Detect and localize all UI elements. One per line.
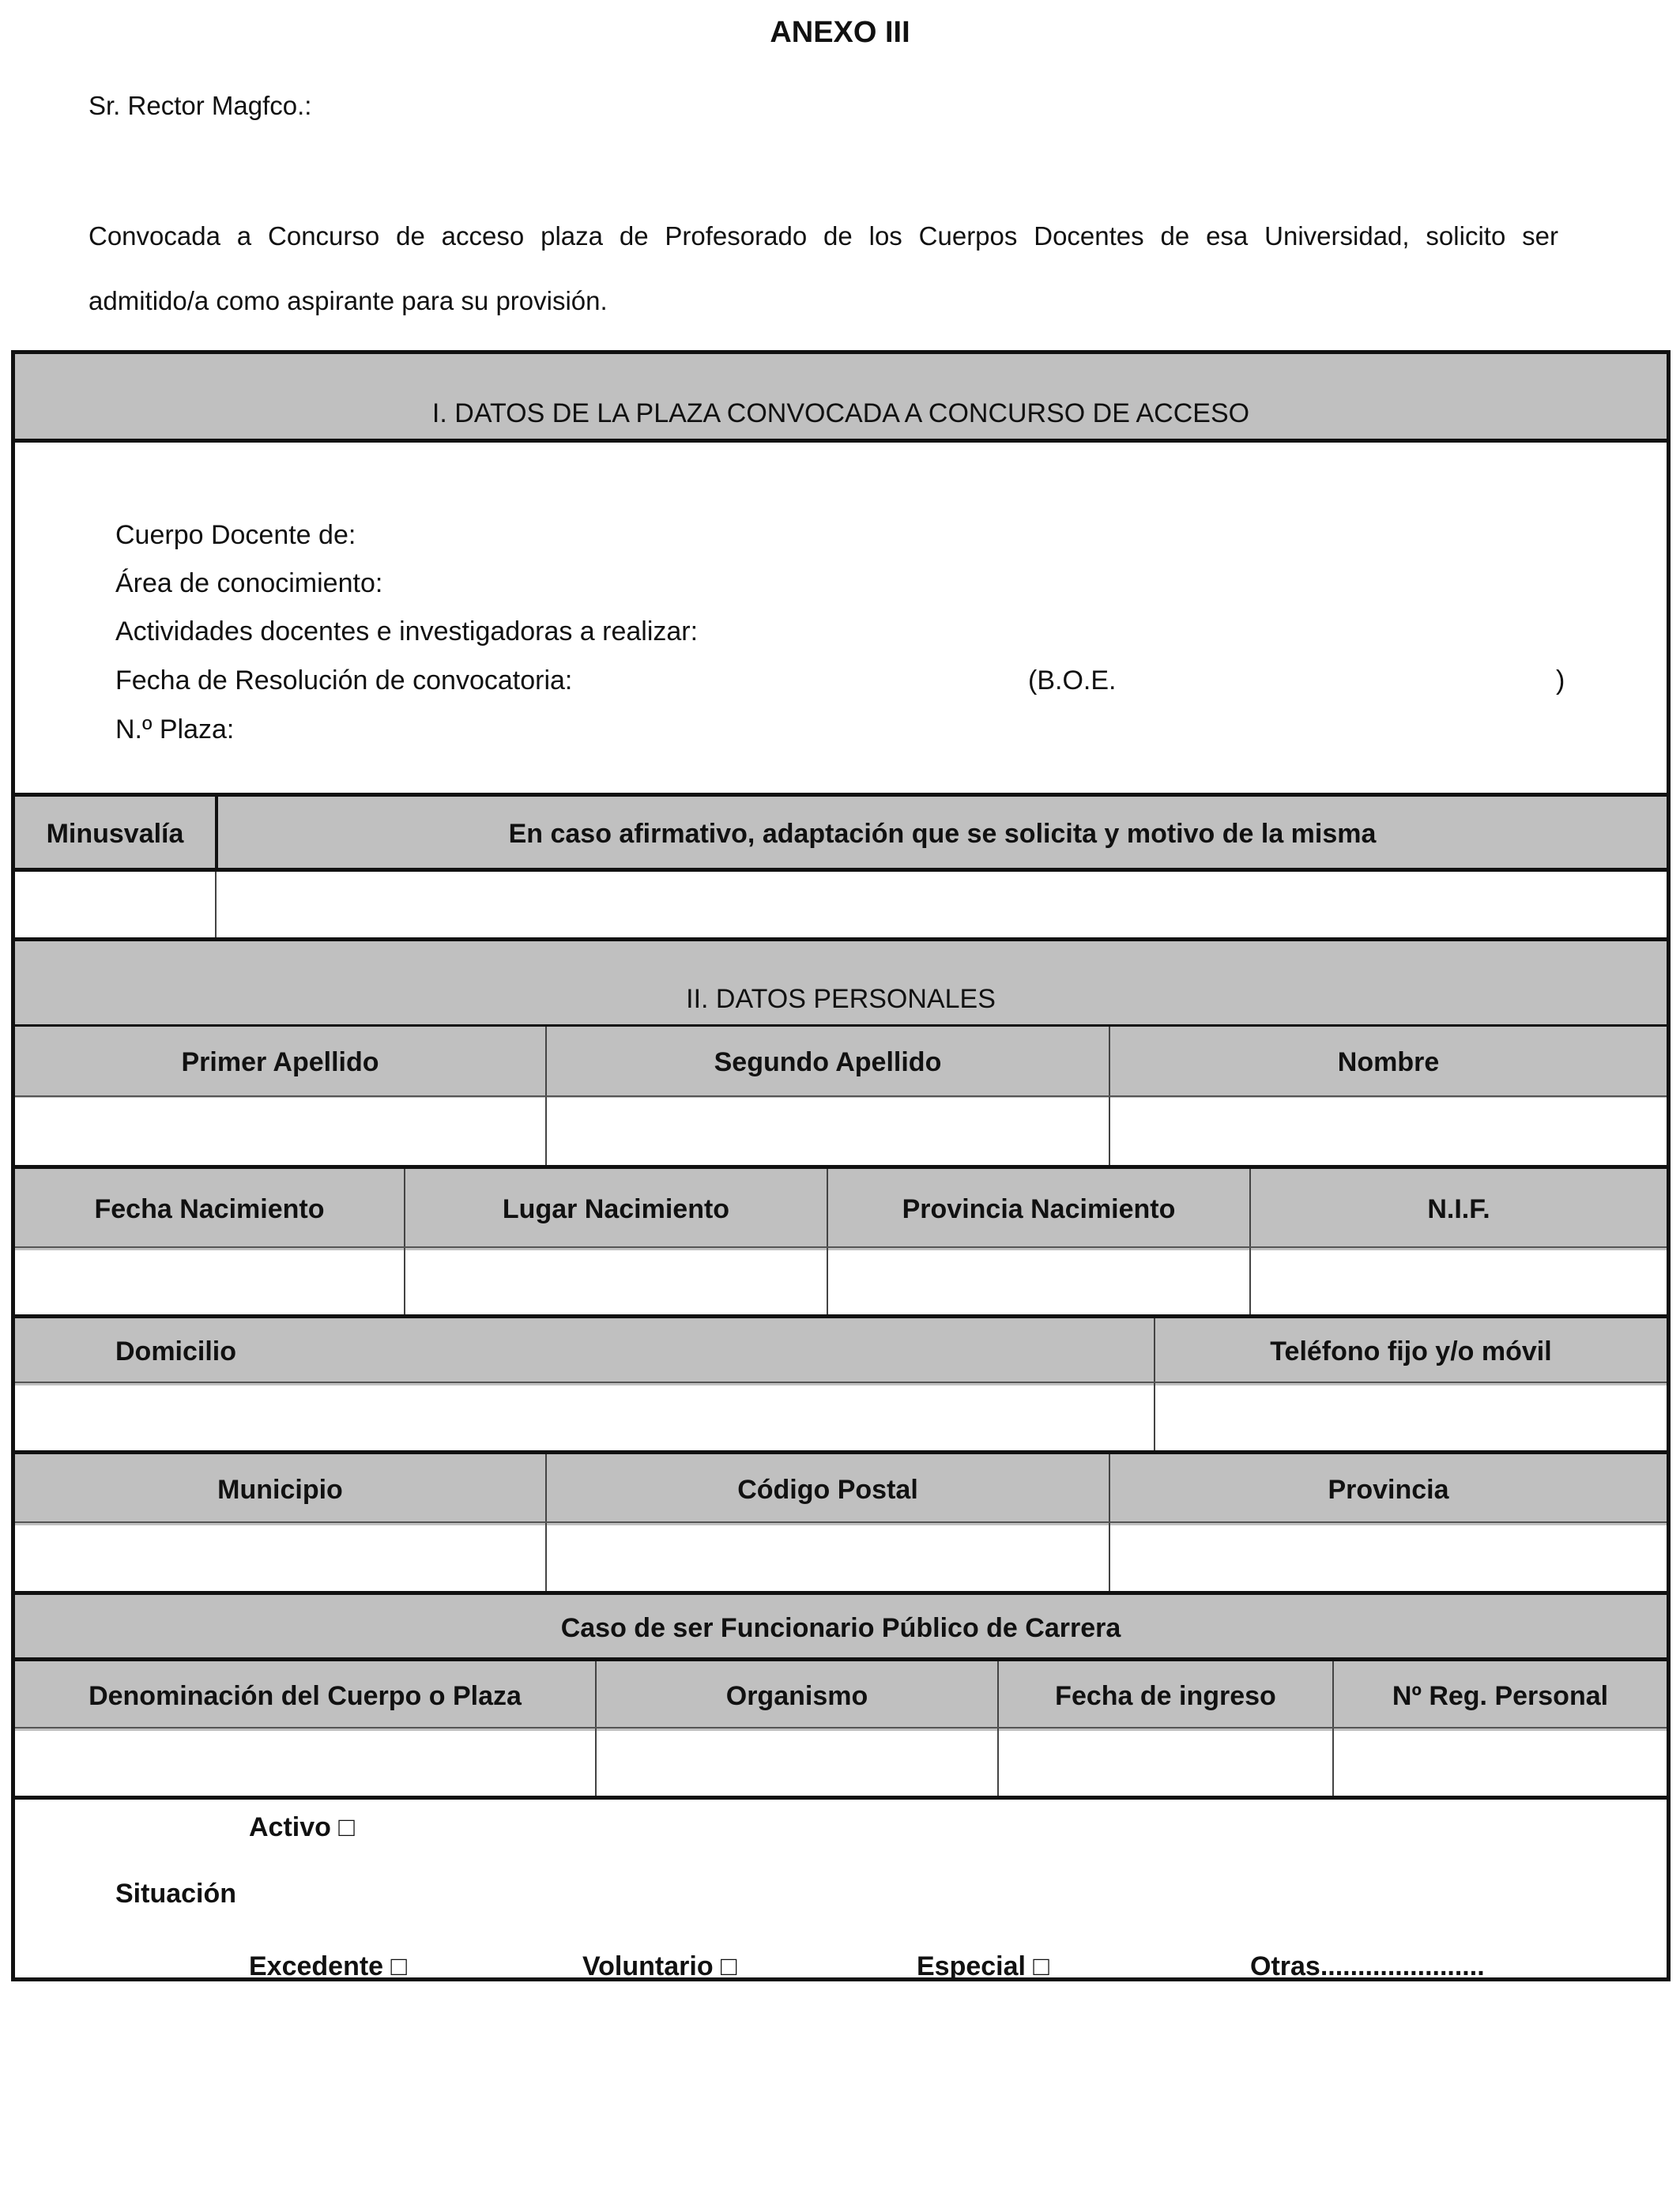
voluntario-checkbox[interactable]: Voluntario □ <box>582 1951 737 1981</box>
field-boe-close: ) <box>1556 665 1565 696</box>
funcionario-header <box>15 1591 1667 1661</box>
page-title: ANEXO III <box>770 16 910 49</box>
telefono-input[interactable] <box>1154 1383 1667 1452</box>
adaptacion-label: En caso afirmativo, adaptación que se solicita y motivo de la misma <box>215 797 1667 872</box>
nombre-label: Nombre <box>1109 1027 1667 1098</box>
primer-apellido-input[interactable] <box>15 1097 545 1167</box>
application-form <box>11 350 1671 1981</box>
personal-row-4-inputs <box>15 1521 1667 1593</box>
municipio-label: Municipio <box>217 1474 343 1505</box>
provincia-input[interactable] <box>1109 1523 1667 1593</box>
personal-row-3-inputs <box>15 1382 1667 1452</box>
field-boe: (B.O.E. <box>1028 665 1117 696</box>
denominacion-label: Denominación del Cuerpo o Plaza <box>89 1680 522 1711</box>
telefono-label: Teléfono fijo y/o móvil <box>1154 1318 1667 1385</box>
fecha-ingreso-input[interactable] <box>997 1728 1332 1797</box>
minusvalia-input[interactable] <box>15 872 215 941</box>
fecha-ingreso-label: Fecha de ingreso <box>997 1661 1332 1731</box>
minusvalia-header <box>15 793 1667 872</box>
section-1-title: I. DATOS DE LA PLAZA CONVOCADA A CONCURSO DE ACCESO <box>431 398 1250 428</box>
domicilio-input[interactable] <box>15 1383 1154 1452</box>
field-numero-plaza: N.º Plaza: <box>115 714 235 745</box>
nombre-input[interactable] <box>1109 1097 1667 1167</box>
organismo-label: Organismo <box>595 1661 997 1731</box>
codigo-postal-label: Código Postal <box>545 1454 1109 1525</box>
registro-personal-label: Nº Reg. Personal <box>1332 1661 1667 1731</box>
personal-row-4-header <box>15 1450 1667 1525</box>
adaptacion-input[interactable] <box>215 872 1667 941</box>
activo-checkbox[interactable]: Activo □ <box>249 1812 355 1842</box>
field-area-conocimiento: Área de conocimiento: <box>115 568 383 598</box>
fecha-nacimiento-input[interactable] <box>15 1248 404 1316</box>
excedente-checkbox[interactable]: Excedente □ <box>249 1951 408 1981</box>
nif-label: N.I.F. <box>1249 1169 1667 1250</box>
lugar-nacimiento-label: Lugar Nacimiento <box>404 1169 827 1250</box>
lugar-nacimiento-input[interactable] <box>404 1248 827 1316</box>
registro-personal-input[interactable] <box>1332 1728 1667 1797</box>
organismo-input[interactable] <box>595 1728 997 1797</box>
section-2-header <box>15 937 1667 1024</box>
minusvalia-label: Minusvalía <box>46 819 184 849</box>
section-2-title: II. DATOS PERSONALES <box>686 984 996 1014</box>
salutation: Sr. Rector Magfco.: <box>89 91 312 120</box>
minusvalia-input-row <box>15 868 1667 941</box>
codigo-postal-input[interactable] <box>545 1523 1109 1593</box>
field-fecha-resolucion: Fecha de Resolución de convocatoria: <box>115 665 573 696</box>
segundo-apellido-label: Segundo Apellido <box>545 1027 1109 1098</box>
personal-row-2-header <box>15 1165 1667 1250</box>
denominacion-input[interactable] <box>15 1728 595 1797</box>
domicilio-label: Domicilio <box>115 1336 237 1367</box>
field-actividades: Actividades docentes e investigadoras a realizar: <box>115 616 699 647</box>
provincia-nacimiento-label: Provincia Nacimiento <box>827 1169 1249 1250</box>
field-cuerpo-docente: Cuerpo Docente de: <box>115 520 356 550</box>
situacion-block <box>15 1796 1667 1981</box>
provincia-nacimiento-input[interactable] <box>827 1248 1249 1316</box>
section-1-header <box>15 354 1667 439</box>
segundo-apellido-input[interactable] <box>545 1097 1109 1167</box>
personal-row-3-header <box>15 1314 1667 1385</box>
especial-checkbox[interactable]: Especial □ <box>917 1951 1049 1981</box>
funcionario-inputs <box>15 1727 1667 1797</box>
section-1-fields <box>15 439 1667 797</box>
intro-line-1: Convocada a Concurso de acceso plaza de Profesorado de los Cuerpos Docentes de esa Universidad, solicito ser <box>89 221 1558 251</box>
provincia-label: Provincia <box>1109 1454 1667 1525</box>
funcionario-columns <box>15 1657 1667 1731</box>
nif-input[interactable] <box>1249 1248 1667 1316</box>
intro-line-2: admitido/a como aspirante para su provisión. <box>89 286 608 315</box>
personal-row-1-inputs <box>15 1095 1667 1167</box>
otras-field[interactable]: Otras...................... <box>1250 1951 1485 1981</box>
personal-row-1-header <box>15 1024 1667 1098</box>
fecha-nacimiento-label: Fecha Nacimiento <box>94 1194 325 1224</box>
municipio-input[interactable] <box>15 1523 545 1593</box>
funcionario-title: Caso de ser Funcionario Público de Carrera <box>560 1612 1121 1643</box>
personal-row-2-inputs <box>15 1246 1667 1316</box>
primer-apellido-label: Primer Apellido <box>181 1046 379 1077</box>
situacion-label: Situación <box>115 1879 237 1909</box>
